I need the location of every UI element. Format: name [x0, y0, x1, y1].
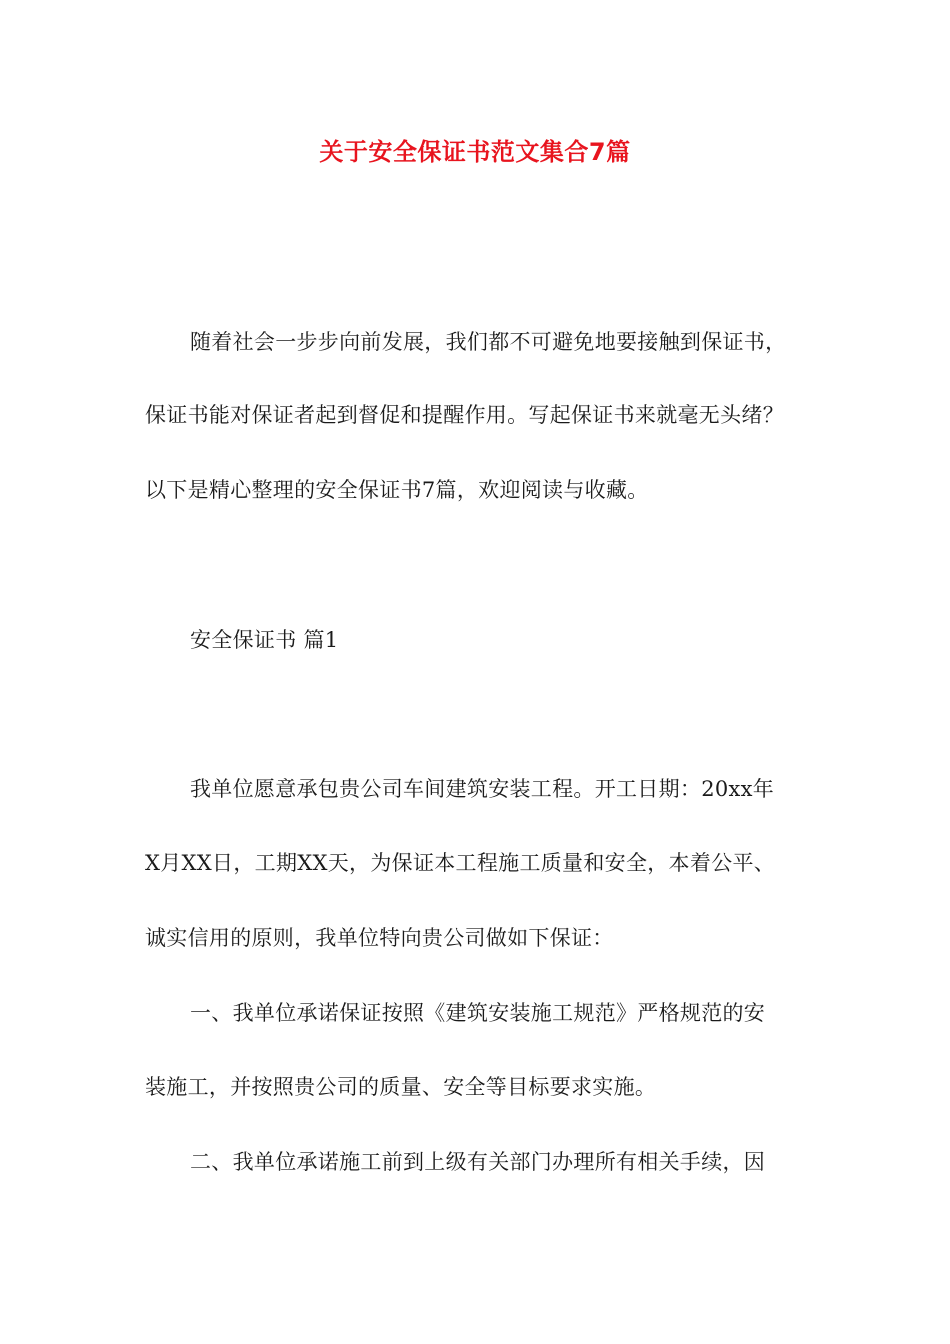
body-line-5: 装施工，并按照贵公司的质量、安全等目标要求实施。: [145, 1075, 657, 1099]
intro-line-3: 以下是精心整理的安全保证书7篇，欢迎阅读与收藏。: [145, 478, 649, 502]
intro-line-2: 保证书能对保证者起到督促和提醒作用。写起保证书来就毫无头绪？: [145, 403, 784, 427]
body-line-4: 一、我单位承诺保证按照《建筑安装施工规范》严格规范的安: [190, 1001, 766, 1025]
body-line-1: 我单位愿意承包贵公司车间建筑安装工程。开工日期：20xx年: [190, 777, 775, 801]
section-heading: 安全保证书 篇1: [190, 628, 339, 652]
body-line-3: 诚实信用的原则，我单位特向贵公司做如下保证：: [145, 926, 614, 950]
body-line-2: X月XX日，工期XX天，为保证本工程施工质量和安全，本着公平、: [145, 851, 776, 875]
intro-line-1: 随着社会一步步向前发展，我们都不可避免地要接触到保证书，: [190, 330, 787, 354]
document-title: 关于安全保证书范文集合7篇: [319, 138, 631, 166]
body-line-6: 二、我单位承诺施工前到上级有关部门办理所有相关手续，因: [190, 1150, 766, 1174]
